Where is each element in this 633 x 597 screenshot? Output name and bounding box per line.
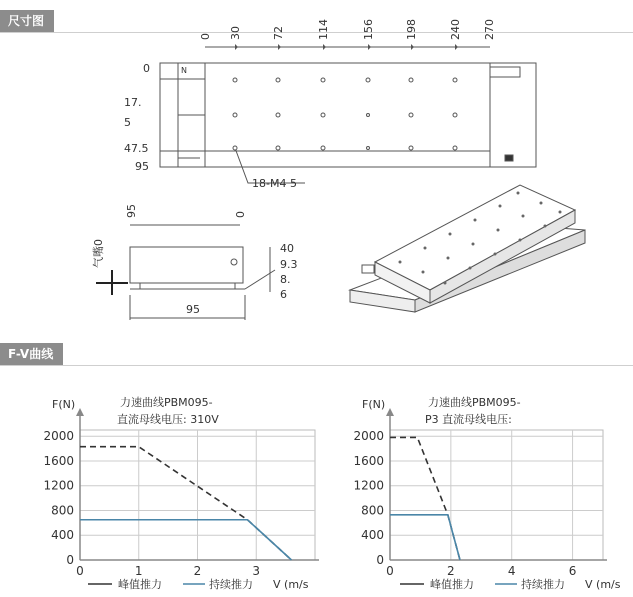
y-axis-label-left: F(N) (52, 398, 76, 411)
left-label-2: 5 (124, 116, 131, 129)
y-tick-label-right-0: 2000 (353, 429, 384, 444)
x-axis-label-left: V (m/s (273, 578, 309, 591)
side-left-label: 气嘴0 (92, 239, 105, 268)
y-tick-label-right-2: 1200 (353, 478, 384, 493)
legend-label-continuous-left: 持续推力 (209, 578, 253, 591)
left-label-3: 47.5 (124, 142, 149, 155)
top-tick-4: 156 (362, 19, 375, 40)
top-tick-6: 240 (449, 19, 462, 40)
y-tick-label-right-3: 800 (361, 503, 384, 518)
side-right-label-0: 40 (280, 242, 294, 255)
top-tick-0: 0 (199, 33, 212, 40)
side-top-label-1: 0 (234, 211, 247, 218)
top-tick-7: 270 (483, 19, 496, 40)
x-axis-label-right: V (m/s (585, 578, 621, 591)
chart-subtitle-left: 直流母线电压: 310V (117, 413, 219, 426)
dimension-section-tab: 尺寸图 (0, 10, 54, 32)
x-tick-label-left-3: 3 (252, 564, 261, 578)
left-label-0: 0 (143, 62, 150, 75)
top-tick-5: 198 (405, 19, 418, 40)
side-right-label-3: 6 (280, 288, 287, 301)
chart-title-left: 力速曲线PBM095- (120, 396, 213, 409)
top-tick-3: 114 (317, 19, 330, 40)
chart-title-right: 力速曲线PBM095- (428, 396, 521, 409)
y-axis-label-right: F(N) (362, 398, 386, 411)
x-tick-label-right-0: 0 (386, 564, 394, 578)
x-tick-label-right-1: 2 (447, 564, 455, 578)
y-tick-label-right-1: 1600 (353, 453, 384, 468)
top-tick-2: 72 (272, 26, 285, 40)
y-tick-label-left-2: 1200 (43, 478, 74, 493)
left-label-1: 17. (124, 96, 142, 109)
y-tick-label-left-5: 0 (66, 553, 74, 567)
x-tick-label-right-2: 4 (507, 564, 516, 578)
y-tick-label-left-3: 800 (51, 503, 74, 518)
x-tick-label-left-1: 1 (134, 564, 143, 578)
y-tick-label-right-4: 400 (361, 528, 384, 543)
fv-section-tab: F-V曲线 (0, 343, 63, 365)
y-tick-label-right-5: 0 (376, 553, 384, 567)
x-tick-label-right-3: 6 (568, 564, 577, 578)
left-label-4: 95 (135, 160, 149, 173)
legend-label-peak-left: 峰值推力 (118, 578, 162, 591)
legend-label-continuous-right: 持续推力 (521, 578, 565, 591)
x-tick-label-left-2: 2 (193, 564, 202, 578)
hole-callout: 18-M4 5 (252, 177, 297, 190)
chart-subtitle-right: P3 直流母线电压: (425, 413, 512, 426)
side-right-label-2: 8. (280, 273, 291, 286)
top-tick-1: 30 (229, 26, 242, 40)
y-tick-label-left-0: 2000 (43, 429, 74, 444)
side-top-label-0: 95 (125, 204, 138, 218)
legend-label-peak-right: 峰值推力 (430, 578, 474, 591)
y-tick-label-left-4: 400 (51, 528, 74, 543)
x-tick-label-left-0: 0 (76, 564, 84, 578)
side-bottom-label: 95 (186, 303, 200, 316)
side-right-label-1: 9.3 (280, 258, 298, 271)
y-tick-label-left-1: 1600 (43, 453, 74, 468)
y-axis-arrow-right (386, 408, 394, 416)
n-mark: N (181, 66, 187, 75)
